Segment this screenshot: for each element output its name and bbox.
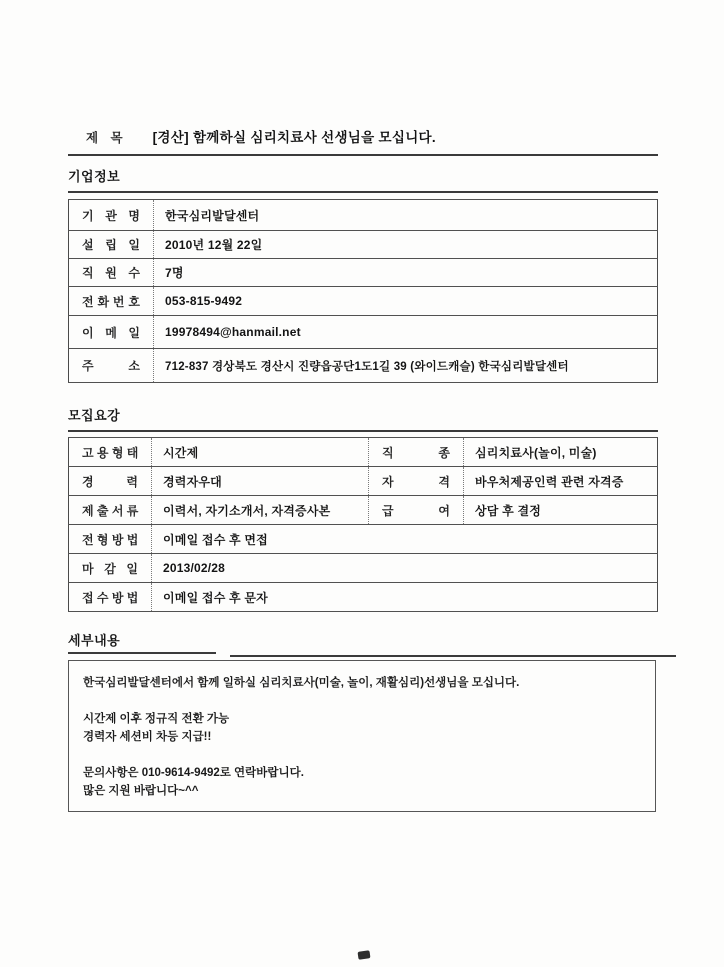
title-field-label: 제 목	[86, 131, 123, 145]
details-line: 많은 지원 바랍니다~^^	[83, 785, 199, 797]
details-line: 문의사항은 010-9614-9492로 연락바랍니다.	[83, 767, 304, 779]
table-row	[69, 525, 658, 554]
details-line: 시간제 이후 정규직 전환 가능	[83, 713, 230, 725]
row-value-application-method: 이메일 접수 후 문자	[152, 583, 658, 612]
row-label-documents: 제 출 서 류	[69, 496, 152, 525]
row-label-screening-method: 전 형 방 법	[69, 525, 152, 554]
scan-artifact	[358, 950, 371, 960]
row-label-application-method: 접 수 방 법	[69, 583, 152, 612]
details-blank-line	[83, 692, 641, 710]
details-line: 경력자 세션비 차등 지급!!	[83, 731, 212, 743]
row-value-institution-name: 한국심리발달센터	[154, 200, 658, 231]
details-line: 한국심리발달센터에서 함께 일하실 심리치료사(미술, 놀이, 재활심리)선생님을 모십니다.	[83, 677, 520, 689]
row-value-job-category: 심리치료사(놀이, 미술)	[464, 438, 658, 467]
row-value-phone: 053-815-9492	[154, 287, 658, 316]
title-row	[68, 126, 658, 156]
details-heading-underline	[68, 652, 216, 654]
table-row	[69, 467, 658, 496]
row-value-salary: 상담 후 결정	[464, 496, 658, 525]
table-row	[69, 438, 658, 467]
recruitment-table	[68, 437, 658, 612]
row-label-salary: 급 여	[369, 496, 464, 525]
row-value-deadline: 2013/02/28	[152, 554, 658, 583]
row-value-career: 경력자우대	[152, 467, 369, 496]
row-value-qualification: 바우처제공인력 관련 자격증	[464, 467, 658, 496]
details-text-box	[68, 660, 656, 812]
table-row	[69, 259, 658, 287]
table-row	[69, 231, 658, 259]
section-heading-company-info: 기업정보	[68, 166, 658, 193]
row-label-qualification: 자 격	[369, 467, 464, 496]
row-value-email: 19978494@hanmail.net	[154, 316, 658, 349]
row-label-institution-name: 기 관 명	[69, 200, 154, 231]
row-value-screening-method: 이메일 접수 후 면접	[152, 525, 658, 554]
table-row	[69, 200, 658, 231]
table-row	[69, 496, 658, 525]
table-row	[69, 583, 658, 612]
row-label-employee-count: 직 원 수	[69, 259, 154, 287]
table-row	[69, 316, 658, 349]
row-label-career: 경 력	[69, 467, 152, 496]
row-value-address: 712-837 경상북도 경산시 진량읍공단1도1길 39 (와이드캐슬) 한국심리발달센터	[154, 349, 658, 383]
table-row	[69, 554, 658, 583]
section-heading-details: 세부내용	[68, 633, 121, 648]
row-label-job-category: 직 종	[369, 438, 464, 467]
row-label-phone: 전 화 번 호	[69, 287, 154, 316]
details-blank-line	[83, 746, 641, 764]
table-row	[69, 287, 658, 316]
row-label-email: 이 메 일	[69, 316, 154, 349]
company-info-table	[68, 199, 658, 383]
section-heading-recruitment: 모집요강	[68, 405, 658, 432]
row-label-employment-type: 고 용 형 태	[69, 438, 152, 467]
details-section-rule	[230, 655, 676, 657]
table-row	[69, 349, 658, 383]
page-title: [경산] 함께하실 심리치료사 선생님을 모십니다.	[152, 130, 436, 145]
row-value-employee-count: 7명	[154, 259, 658, 287]
row-label-deadline: 마 감 일	[69, 554, 152, 583]
row-value-documents: 이력서, 자기소개서, 자격증사본	[152, 496, 369, 525]
row-value-employment-type: 시간제	[152, 438, 369, 467]
row-label-address: 주 소	[69, 349, 154, 383]
row-value-founded-date: 2010년 12월 22일	[154, 231, 658, 259]
row-label-founded-date: 설 립 일	[69, 231, 154, 259]
